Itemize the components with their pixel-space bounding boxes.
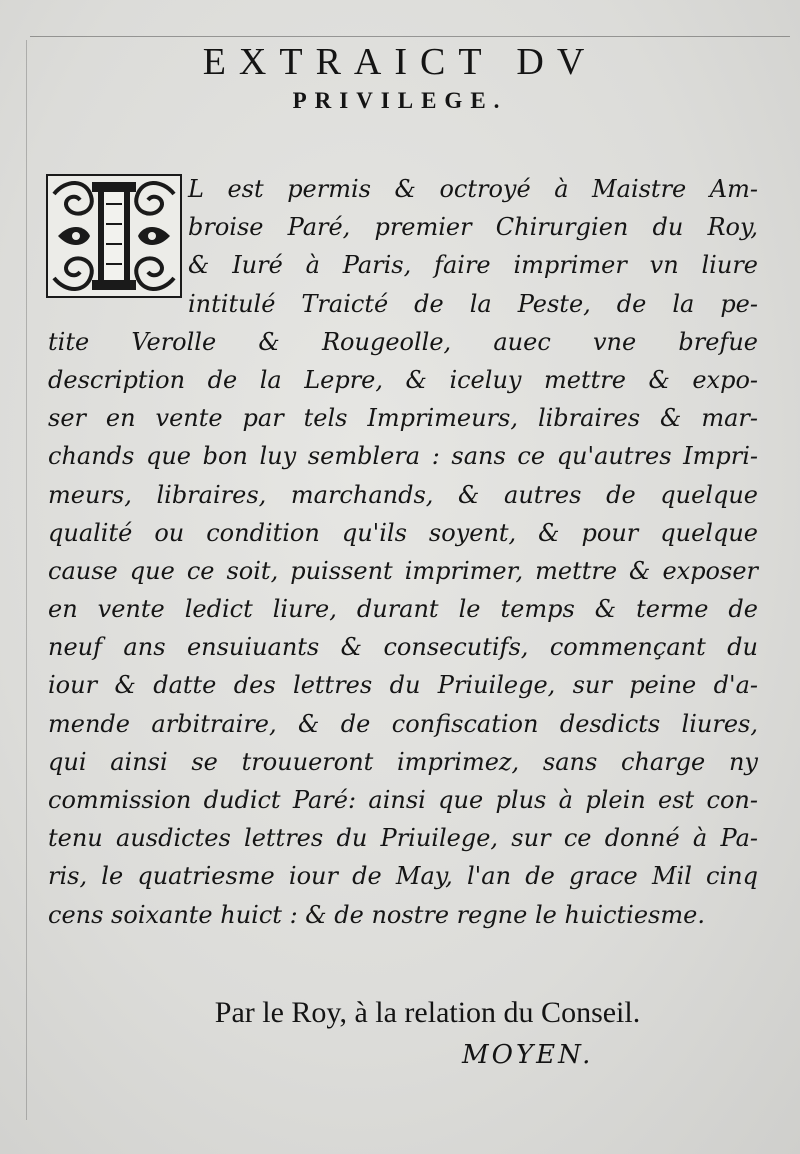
body-line: tenu ausdictes lettres du Priuilege, sur ce donné à Pa- xyxy=(48,824,758,853)
body-line: en vente ledict liure, durant le temps & terme de xyxy=(48,595,758,624)
body-line: L est permis & octroyé à Maistre Am- xyxy=(188,175,758,203)
page-subtitle: PRIVILEGE. xyxy=(292,88,508,113)
royal-authority-line: Par le Roy, à la relation du Conseil. xyxy=(214,996,641,1029)
body-line: ser en vente par tels Imprimeurs, libraires & mar- xyxy=(48,404,758,433)
body-line: intitulé Traicté de la Peste, de la pe- xyxy=(188,289,758,318)
body-line: broise Paré, premier Chirurgien du Roy, xyxy=(188,213,758,242)
body-line: commission dudict Paré: ainsi que plus à plein est con- xyxy=(48,786,758,814)
body-line: iour & datte des lettres du Priuilege, sur peine d'a- xyxy=(48,671,758,700)
page-title: EXTRAICT DV xyxy=(202,41,598,83)
body-line: tite Verolle & Rougeolle, auec vne brefue xyxy=(48,327,758,356)
body-line: description de la Lepre, & iceluy mettre & expo- xyxy=(48,365,758,394)
header-rule xyxy=(30,36,790,37)
body-line: meurs, libraires, marchands, & autres de quelque xyxy=(48,480,758,509)
margin-line xyxy=(26,40,27,1120)
signature: MOYEN. xyxy=(462,1040,594,1070)
body-line: cens soixante huict : & de nostre regne le huictiesme. xyxy=(48,900,705,929)
privilege-body xyxy=(48,170,758,934)
body-line: cause que ce soit, puissent imprimer, mettre & exposer xyxy=(48,556,758,585)
body-line: neuf ans ensuiuants & consecutifs, commençant du xyxy=(48,633,758,662)
body-line: & Iuré à Paris, faire imprimer vn liure xyxy=(188,251,758,280)
body-line: chands que bon luy semblera : sans ce qu'autres Impri- xyxy=(48,442,758,471)
body-line: mende arbitraire, & de confiscation desdicts liures, xyxy=(48,709,758,738)
body-line: ris, le quatriesme iour de May, l'an de grace Mil cinq xyxy=(48,862,758,891)
body-line: qualité ou condition qu'ils soyent, & pour quelque xyxy=(48,518,758,547)
body-line: qui ainsi se trouueront imprimez, sans charge ny xyxy=(48,747,758,776)
